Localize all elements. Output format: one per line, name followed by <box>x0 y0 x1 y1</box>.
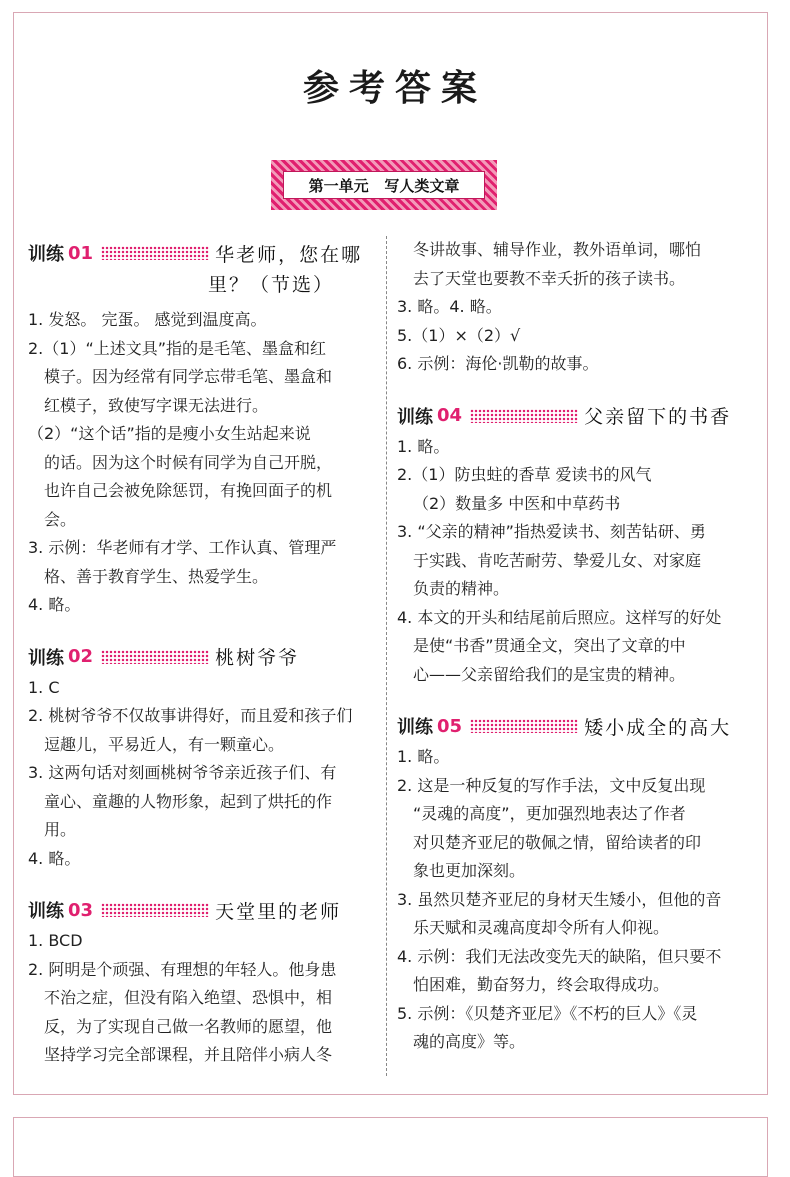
answer-line: 1. C <box>28 677 60 697</box>
answer-line: 3. “父亲的精神”指热爱读书、刻苦钻研、勇 <box>397 522 706 541</box>
dotted-leader <box>101 903 209 917</box>
answer-line: 负责的精神。 <box>413 579 510 598</box>
answer-line: 红模子，致使写字课无法进行。 <box>44 395 269 415</box>
next-page-frame <box>13 1117 768 1177</box>
answer-line: “灵魂的高度”，更加强烈地表达了作者 <box>413 804 686 823</box>
answer-line: 3. 略。4. 略。 <box>397 297 502 316</box>
answer-line: 坚持学习完全部课程，并且陪伴小病人冬 <box>44 1045 333 1064</box>
section-label: 训练 <box>28 244 64 265</box>
answer-line: 于实践、肯吃苦耐劳、挚爱儿女、对家庭 <box>413 550 702 570</box>
dotted-leader <box>470 409 578 423</box>
answer-line: 2. 桃树爷爷不仅故事讲得好，而且爱和孩子们 <box>28 706 353 725</box>
section-number: 02 <box>68 646 94 667</box>
section-title: 矮小成全的高大 <box>584 716 732 739</box>
answer-line: 乐天赋和灵魂高度却令所有人仰视。 <box>413 918 670 937</box>
section-title: 华老师，您在哪 <box>215 243 363 266</box>
answer-line: 的话。因为这个时候有同学为自己开脱， <box>44 452 333 472</box>
answer-line: 反，为了实现自己做一名教师的愿望，他 <box>44 1016 333 1036</box>
column-divider <box>386 236 387 1076</box>
section-title: 桃树爷爷 <box>215 647 300 669</box>
section-number: 04 <box>437 405 463 426</box>
section-title: 天堂里的老师 <box>215 900 342 923</box>
answer-line: 1. 发怒。 完蛋。 感觉到温度高。 <box>28 310 267 329</box>
section-heading-05 <box>397 709 747 743</box>
section-label: 训练 <box>397 406 433 428</box>
answer-line: （2）“这个话”指的是瘦小女生站起来说 <box>28 424 311 443</box>
answer-line: 会。 <box>44 509 77 529</box>
answer-line: 4. 本文的开头和结尾前后照应。这样写的好处 <box>397 607 722 627</box>
answer-line: 用。 <box>44 820 77 839</box>
answer-line: 6. 示例：海伦·凯勒的故事。 <box>397 354 599 373</box>
section-heading-02 <box>28 640 378 674</box>
answer-line: 象也更加深刻。 <box>413 861 526 880</box>
answer-line: 是使“书香”贯通全文，突出了文章的中 <box>413 636 686 655</box>
dotted-leader <box>470 719 578 733</box>
unit-banner <box>271 160 497 210</box>
answer-line: 2.（1）“上述文具”指的是毛笔、墨盒和红 <box>28 338 327 358</box>
section-number: 01 <box>68 242 94 264</box>
answer-line: 逗趣儿，平易近人，有一颗童心。 <box>44 734 285 754</box>
answer-line: 1. 略。 <box>397 436 450 456</box>
answer-line: 心——父亲留给我们的是宝贵的精神。 <box>413 664 686 684</box>
section-label: 训练 <box>28 647 64 669</box>
answer-line: 3. 虽然贝楚齐亚尼的身材天生矮小，但他的音 <box>397 889 722 909</box>
answer-line: 怕困难，勤奋努力，终会取得成功。 <box>413 975 670 994</box>
unit-label: 第一单元 写人类文章 <box>283 171 485 199</box>
answer-line: 3. 示例：华老师有才学、工作认真、管理严 <box>28 538 337 557</box>
answer-line: 3. 这两句话对刻画桃树爷爷亲近孩子们、有 <box>28 763 337 782</box>
answer-line: 5.（1）×（2）√ <box>397 325 521 345</box>
answer-line: 2. 阿明是个顽强、有理想的年轻人。他身患 <box>28 959 337 979</box>
answer-line: 也许自己会被免除惩罚，有挽回面子的机 <box>44 481 333 500</box>
dotted-leader <box>101 650 209 664</box>
section-number: 05 <box>437 715 463 737</box>
answer-line: 童心、童趣的人物形象，起到了烘托的作 <box>44 791 333 811</box>
section-title: 父亲留下的书香 <box>584 406 732 428</box>
section-title-cont: 里？（节选） <box>208 274 335 296</box>
answer-line: 4. 示例：我们无法改变先天的缺陷，但只要不 <box>397 946 722 966</box>
answer-line: 去了天堂也要教不幸夭折的孩子读书。 <box>413 268 686 288</box>
section-heading-01 <box>28 236 378 270</box>
answer-line: 不治之症，但没有陷入绝望、恐惧中，相 <box>44 988 333 1007</box>
section-heading-03 <box>28 893 378 927</box>
answer-line: 冬讲故事、辅导作业，教外语单词，哪怕 <box>413 240 702 259</box>
answer-line: 2. 这是一种反复的写作手法，文中反复出现 <box>397 775 706 795</box>
answer-line: 4. 略。 <box>28 595 81 614</box>
left-column <box>28 236 378 1070</box>
answer-line: 1. 略。 <box>397 747 450 766</box>
answer-line: 5. 示例：《贝楚齐亚尼》《不朽的巨人》《灵 <box>397 1003 698 1023</box>
section-heading-04 <box>397 399 747 433</box>
answer-line: 魂的高度》等。 <box>413 1032 526 1051</box>
answer-line: 模子。因为经常有同学忘带毛笔、墨盒和 <box>44 367 333 386</box>
page-title: 参考答案 <box>302 68 487 109</box>
dotted-leader <box>101 246 209 260</box>
answer-line: 1. BCD <box>28 931 83 950</box>
section-label: 训练 <box>28 901 64 922</box>
answer-line: 对贝楚齐亚尼的敬佩之情，留给读者的印 <box>413 832 702 852</box>
answer-line: 格、善于教育学生、热爱学生。 <box>44 566 269 586</box>
right-column <box>397 236 747 1057</box>
answer-line: 2.（1）防虫蛀的香草 爱读书的风气 <box>397 465 652 484</box>
answer-line: 4. 略。 <box>28 848 81 868</box>
answer-line: （2）数量多 中医和中草药书 <box>413 493 621 513</box>
section-number: 03 <box>68 899 94 921</box>
section-label: 训练 <box>397 717 433 738</box>
